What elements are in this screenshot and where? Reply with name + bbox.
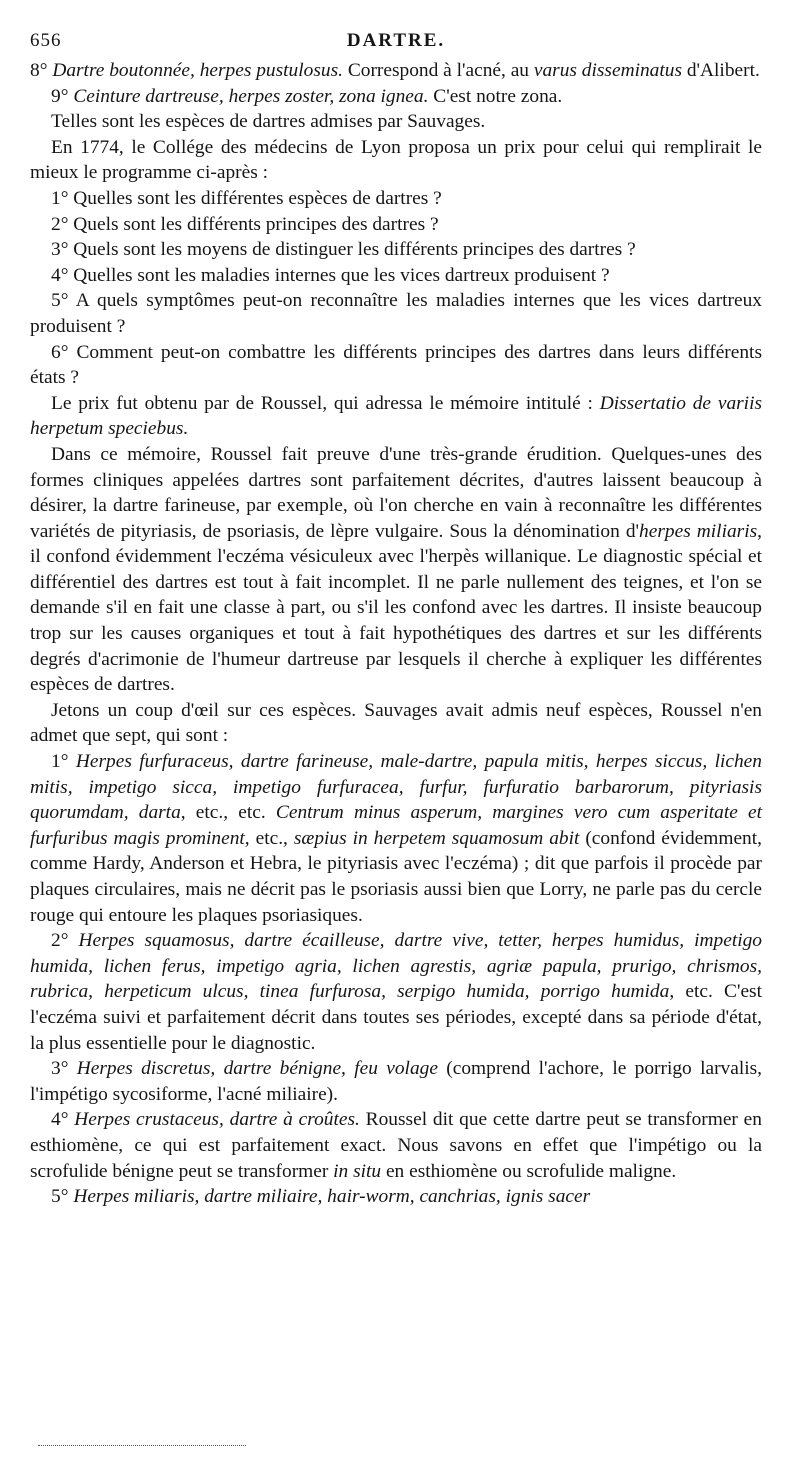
text-segment: , il confond évidemment l'eczéma vésiculeux avec l'herpès willanique. Le diagnostic spécial et différentiel des dartres est tout à fait incomplet. Il ne parle nullement des teignes, et l'on se demande s'il en fait une classe à part, ou s'il les confond avec les dartres. Il insiste beaucoup trop sur les causes organiques et tout à fait hypothétiques des dartres et sur les différents degrés d'acrimonie de l'humeur dartreuse par lesquels il cherche à expliquer les différentes espèces de dartres. [30, 520, 762, 696]
question-1 [30, 186, 762, 212]
text-segment: (comprend l'achore, le porrigo larvalis, l'impétigo sycosiforme, l'acné miliaire). [30, 1058, 762, 1105]
species-4 [30, 1107, 762, 1184]
italic-segment: varus disseminatus [533, 60, 682, 81]
paragraph-lyon-prize [30, 135, 762, 186]
text-segment: 1° [51, 751, 76, 773]
text-segment: 4° Quelles sont les maladies internes que les vices dartreux produisent ? [51, 264, 610, 286]
text-segment: C'est notre zona. [428, 85, 563, 107]
italic-segment: in situ [333, 1160, 382, 1182]
page-number: 656 [30, 30, 62, 51]
text-segment: Le prix fut obtenu par de Roussel, qui adressa le mémoire intitulé : [51, 392, 600, 414]
italic-segment: Centrum minus asperum, margines vero cum asperitate et furfuribus magis prominent [30, 802, 762, 849]
text-segment: , etc., [244, 827, 294, 849]
text-segment: 2° [51, 930, 79, 952]
italic-segment: herpes miliaris [639, 520, 758, 542]
text-segment: Roussel dit que cette dartre peut se transformer en esthiomène, ce qui est parfaitement exact. Nous savons en effet que l'impétigo ou la scrofulide bénigne peut se transformer [30, 1109, 762, 1182]
species-2 [30, 928, 762, 1056]
italic-segment: Dissertatio de variis herpetum speciebus. [30, 392, 762, 440]
italic-segment: Herpes crustaceus, dartre à croûtes. [74, 1109, 360, 1131]
text-segment: 6° Comment peut-on combattre les différents principes des dartres dans leurs différents états ? [30, 341, 762, 389]
text-segment: 9° [51, 85, 74, 107]
header-title: DARTRE. [346, 30, 446, 51]
text-segment: Telles sont les espèces de dartres admises par Sauvages. [51, 111, 486, 133]
running-head [30, 26, 762, 58]
italic-segment: sæpius in herpetem squamosum abit [293, 827, 580, 849]
text-segment: d'Alibert. [682, 60, 760, 81]
italic-segment: Dartre boutonnée, herpes pustulosus. [52, 60, 343, 81]
italic-segment: Herpes discretus, dartre bénigne, feu volage [76, 1058, 438, 1080]
paragraph-roussel-prize [30, 391, 762, 442]
paragraph-item-9 [30, 84, 762, 110]
text-segment: Correspond à l'acné, au [342, 60, 534, 81]
question-6 [30, 340, 762, 391]
text-segment: 1° Quelles sont les différentes espèces de dartres ? [51, 187, 442, 209]
text-segment: 3° [51, 1058, 77, 1080]
paragraph-sauvages-summary [30, 109, 762, 135]
italic-segment: Ceinture dartreuse, herpes zoster, zona ignea. [73, 85, 429, 107]
question-5 [30, 288, 762, 339]
text-segment: 5° [51, 1186, 74, 1208]
paragraph-item-8 [30, 58, 762, 84]
italic-segment: Herpes furfuraceus, dartre farineuse, male-dartre, papula mitis, herpes siccus, lichen mitis, impetigo sicca, impetigo furfuracea, furfur, furfuratio barbarorum, pityriasis quorumdam, darta [30, 751, 762, 824]
text-segment: 5° A quels symptômes peut-on reconnaître les maladies internes que les vices dartreux produisent ? [30, 290, 762, 337]
question-3 [30, 237, 762, 263]
text-segment: 3° Quels sont les moyens de distinguer les différents principes des dartres ? [51, 239, 636, 261]
book-page [30, 26, 762, 1210]
question-4 [30, 263, 762, 289]
text-segment: 2° Quels sont les différents principes des dartres ? [51, 213, 439, 235]
species-1 [30, 749, 762, 928]
question-2 [30, 212, 762, 238]
text-segment: Jetons un coup d'œil sur ces espèces. Sauvages avait admis neuf espèces, Roussel n'en admet que sept, qui sont : [30, 699, 762, 747]
footer-dotted-rule [38, 1445, 246, 1446]
italic-segment: Herpes miliaris, dartre miliaire, hair-worm, canchrias, ignis sacer [73, 1186, 591, 1208]
text-segment: (confond évidemment, comme Hardy, Anderson et Hebra, le pityriasis avec l'eczéma) ; dit que parfois il procède par plaques circulaires, mais ne décrit pas le psoriasis aussi bien que Lorry, ne parle pas du cercle rouge qui entoure les plaques psoriasiques. [30, 827, 762, 926]
body-text [30, 58, 762, 1210]
text-segment: En 1774, le Collége des médecins de Lyon proposa un prix pour celui qui remplirait le mieux le programme ci-après : [30, 136, 762, 184]
text-segment: en esthiomène ou scrofulide maligne. [381, 1160, 677, 1182]
paragraph-memoire-review [30, 442, 762, 698]
text-segment: 4° [51, 1109, 75, 1131]
text-segment: , etc. C'est l'eczéma suivi et parfaitement décrit dans toutes ses périodes, excepté dans sa période d'état, la plus essentielle pour le diagnostic. [30, 981, 762, 1054]
text-segment: Dans ce mémoire, Roussel fait preuve d'une très-grande érudition. Quelques-unes des formes cliniques appelées dartres sont parfaitement décrites, d'autres laissent beaucoup à désirer, la dartre farineuse, par exemple, où l'on cherche en vain à reconnaître les différentes variétés de pityriasis, de psoriasis, de lèpre vulgaire. Sous la dénomination d' [30, 443, 762, 542]
italic-segment: Herpes squamosus, dartre écailleuse, dartre vive, tetter, herpes humidus, impetigo humida, lichen ferus, impetigo agria, lichen agrestis, agriæ papula, prurigo, chrismos, rubrica, herpeticum ulcus, tinea furfurosa, serpigo humida, porrigo humida [30, 930, 762, 1003]
species-3 [30, 1056, 762, 1107]
text-segment: , etc., etc. [180, 802, 276, 824]
text-segment: 8° [30, 60, 53, 81]
species-5 [30, 1184, 762, 1210]
paragraph-species-intro [30, 698, 762, 749]
